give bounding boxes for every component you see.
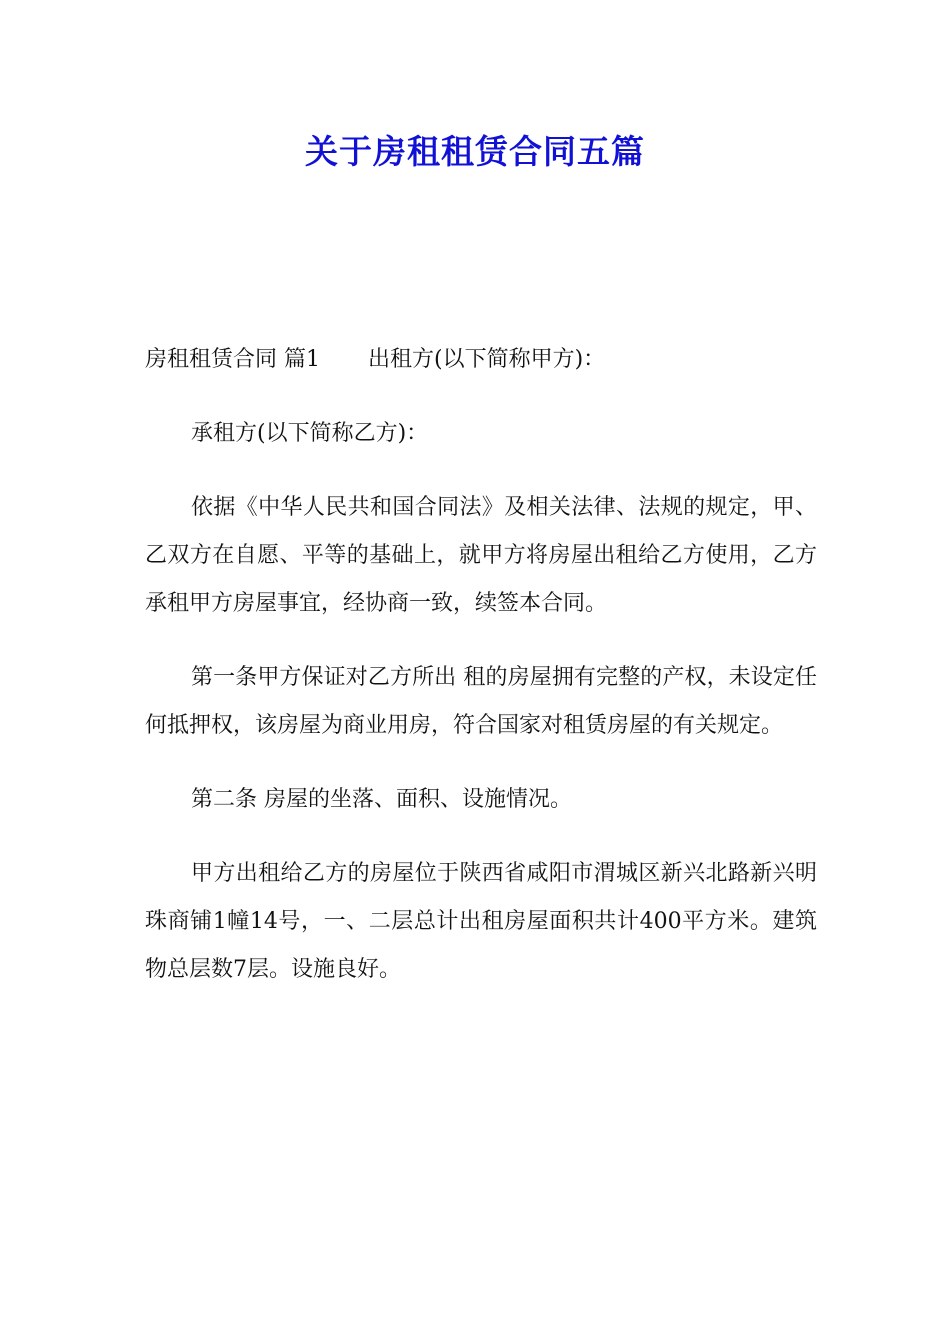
section-heading: 房租租赁合同 篇1 — [145, 347, 320, 372]
document-body — [145, 336, 817, 1020]
paragraph-article-1: 第一条甲方保证对乙方所出 租的房屋拥有完整的产权，未设定任何抵押权，该房屋为商业用房，符合国家对租赁房屋的有关规定。 — [145, 665, 817, 738]
document-title: 关于房租租赁合同五篇 — [305, 132, 645, 171]
paragraph-lessee: 承租方(以下简称乙方)： — [191, 421, 429, 446]
lessor-line: 出租方(以下简称甲方)： — [368, 347, 606, 372]
paragraph-basis: 依据《中华人民共和国合同法》及相关法律、法规的规定，甲、乙双方在自愿、平等的基础上，就甲方将房屋出租给乙方使用，乙方承租甲方房屋事宜，经协商一致，续签本合同。 — [145, 495, 817, 616]
paragraph-location: 甲方出租给乙方的房屋位于陕西省咸阳市渭城区新兴北路新兴明珠商铺1幢14号，一、二层总计出租房屋面积共计400平方米。建筑物总层数7层。设施良好。 — [145, 861, 817, 982]
paragraph-article-2: 第二条 房屋的坐落、面积、设施情况。 — [191, 787, 572, 812]
section-heading-paragraph — [145, 336, 817, 384]
